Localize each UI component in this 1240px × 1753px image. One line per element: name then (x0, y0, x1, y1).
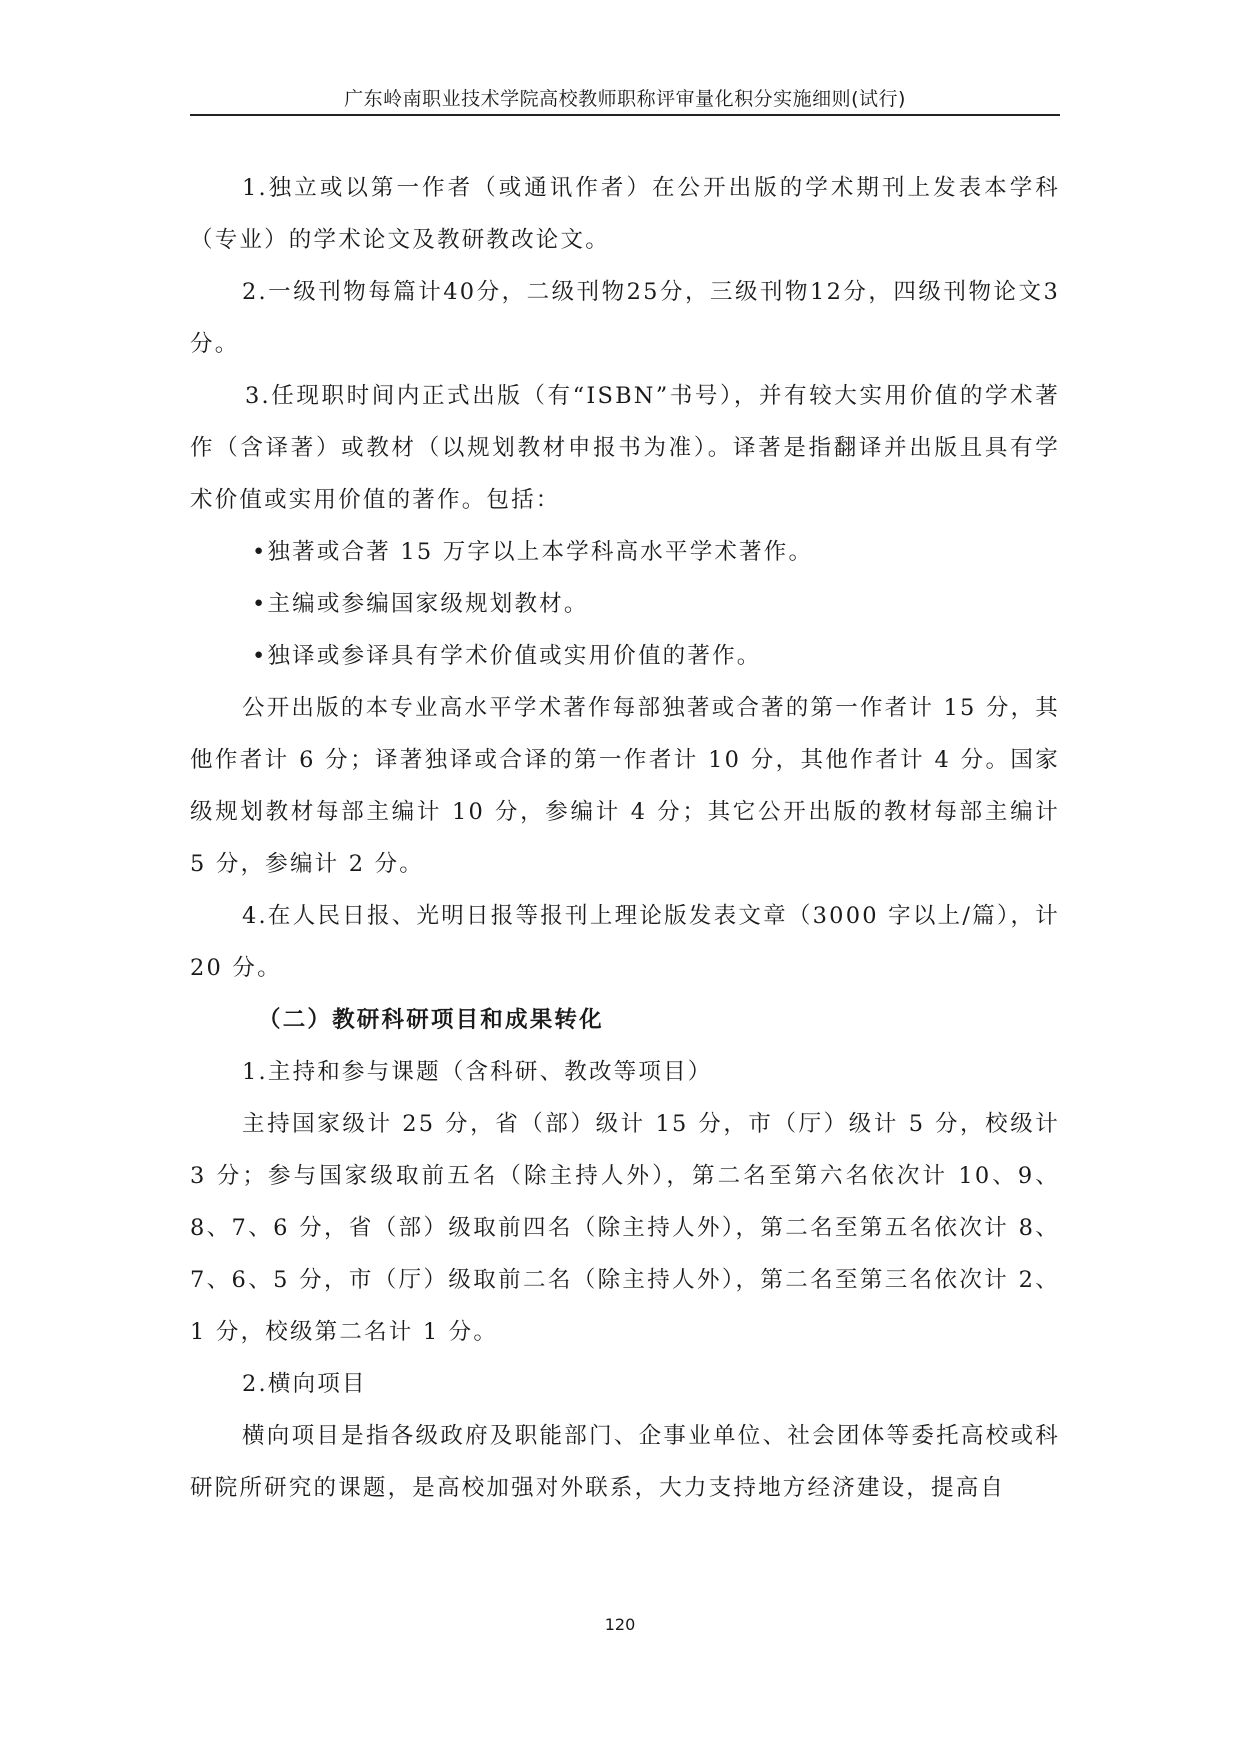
paragraph-8: 2.横向项目 (242, 1371, 367, 1397)
document-body (190, 162, 1060, 1514)
paragraph-7: 主持国家级计 25 分，省（部）级计 15 分，市（厅）级计 5 分，校级计 3 分；参与国家级取前五名（除主持人外），第二名至第六名依次计 10、9、8、7、6 分，省（部）级取前四名（除主持人外），第二名至第五名依次计 8、7、6、5 分，市（厅）级取前二名（除主持人外），第二名至第三名依次计 2、1 分，校级第二名计 1 分。 (190, 1111, 1060, 1345)
page-number: 120 (604, 1615, 636, 1634)
paragraph-6: 1.主持和参与课题（含科研、教改等项目） (242, 1059, 713, 1085)
paragraph-3: 3.任现职时间内正式出版（有“ISBN”书号），并有较大实用价值的学术著作（含译著）或教材（以规划教材申报书为准）。译著是指翻译并出版且具有学术价值或实用价值的著作。包括： (190, 383, 1060, 513)
header-rule (190, 114, 1060, 116)
bullet-item: •独译或参译具有学术价值或实用价值的著作。 (252, 643, 762, 669)
bullet-item: •独著或合著 15 万字以上本学科高水平学术著作。 (252, 539, 814, 565)
section-heading: （二）教研科研项目和成果转化 (258, 1007, 604, 1033)
paragraph-4: 公开出版的本专业高水平学术著作每部独著或合著的第一作者计 15 分，其他作者计 6 分；译著独译或合译的第一作者计 10 分，其他作者计 4 分。国家级规划教材每部主编计 10 分，参编计 4 分；其它公开出版的教材每部主编计 5 分，参编计 2 分。 (190, 695, 1060, 877)
paragraph-2: 2.一级刊物每篇计40分，二级刊物25分，三级刊物12分，四级刊物论文3分。 (190, 279, 1060, 357)
paragraph-5: 4.在人民日报、光明日报等报刊上理论版发表文章（3000 字以上/篇），计 20 分。 (190, 903, 1060, 981)
paragraph-9: 横向项目是指各级政府及职能部门、企事业单位、社会团体等委托高校或科研院所研究的课题，是高校加强对外联系，大力支持地方经济建设，提高自 (190, 1423, 1060, 1501)
running-header: 广东岭南职业技术学院高校教师职称评审量化积分实施细则(试行) (344, 88, 906, 110)
bullet-item: •主编或参编国家级规划教材。 (252, 591, 589, 617)
paragraph-1: 1.独立或以第一作者（或通讯作者）在公开出版的学术期刊上发表本学科（专业）的学术论文及教研教改论文。 (190, 175, 1060, 253)
